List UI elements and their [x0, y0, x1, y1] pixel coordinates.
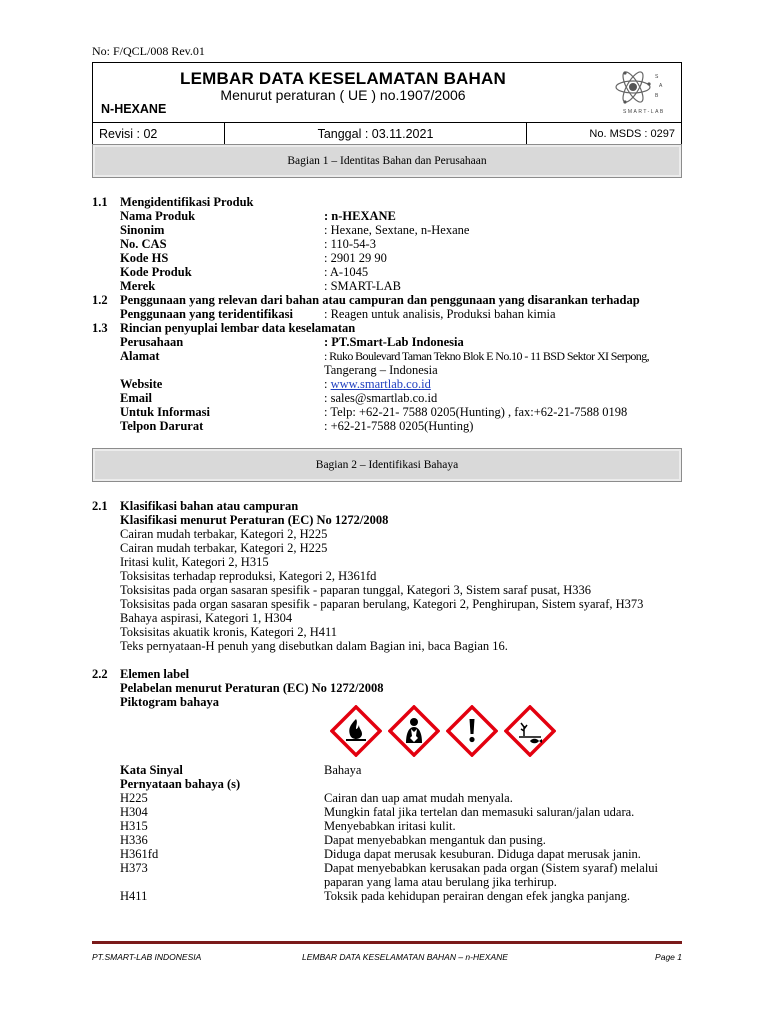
environment-icon — [504, 705, 556, 757]
footer-document-title: LEMBAR DATA KESELAMATAN BAHAN – n-HEXANE — [302, 952, 508, 962]
flame-icon — [330, 705, 382, 757]
footer-divider — [92, 941, 682, 944]
revision-row — [93, 122, 681, 146]
svg-text:B: B — [655, 93, 659, 99]
logo-text: SMART-LAB — [623, 109, 665, 115]
msds-number: No. MSDS : 0297 — [589, 128, 675, 140]
section-2-header: Bagian 2 – Identifikasi Bahaya — [92, 448, 682, 482]
footer-company: PT.SMART-LAB INDONESIA — [92, 952, 202, 962]
revision-date: Tanggal : 03.11.2021 — [225, 123, 527, 146]
smart-lab-logo — [603, 65, 675, 117]
document-title: LEMBAR DATA KESELAMATAN BAHAN — [180, 69, 506, 88]
health-hazard-icon — [388, 705, 440, 757]
revision-number: Revisi : 02 — [93, 123, 225, 146]
header-box — [92, 62, 682, 146]
footer-page-number: Page 1 — [655, 952, 682, 962]
product-name: N-HEXANE — [101, 102, 167, 116]
website-link[interactable]: www.smartlab.co.id — [330, 377, 431, 391]
document-number: No: F/QCL/008 Rev.01 — [92, 44, 205, 58]
exclamation-icon — [446, 705, 498, 757]
section-1-header: Bagian 1 – Identitas Bahan dan Perusahaan — [92, 144, 682, 178]
svg-text:A: A — [659, 83, 663, 89]
document-subtitle: Menurut peraturan ( UE ) no.1907/2006 — [220, 87, 466, 103]
svg-text:S: S — [655, 74, 659, 80]
